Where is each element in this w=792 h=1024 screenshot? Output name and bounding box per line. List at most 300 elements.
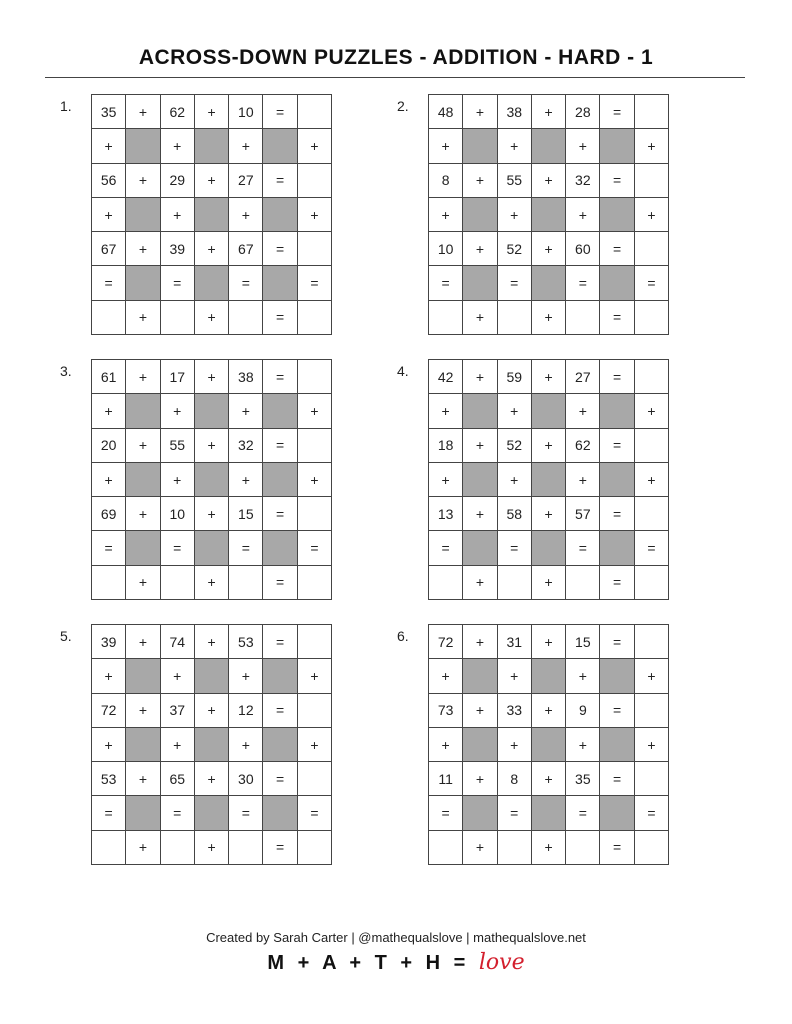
row-sum-answer-cell[interactable] <box>635 232 669 266</box>
shaded-cell <box>600 796 634 830</box>
plus-sign-cell: + <box>429 129 463 163</box>
column-sum-answer-cell[interactable] <box>229 831 263 865</box>
column-sum-answer-cell[interactable] <box>92 301 126 335</box>
given-number-cell: 58 <box>498 497 532 531</box>
shaded-cell <box>463 198 497 232</box>
plus-sign-cell: + <box>498 129 532 163</box>
plus-sign-cell: + <box>532 429 566 463</box>
equals-sign-cell: = <box>498 796 532 830</box>
row-sum-answer-cell[interactable] <box>635 694 669 728</box>
plus-sign-cell: + <box>92 394 126 428</box>
equals-sign-cell: = <box>635 796 669 830</box>
plus-sign-cell: + <box>195 301 229 335</box>
plus-sign-cell: + <box>498 198 532 232</box>
puzzle-grid <box>91 359 332 600</box>
plus-sign-cell: + <box>298 129 332 163</box>
plus-sign-cell: + <box>92 129 126 163</box>
column-sum-answer-cell[interactable] <box>161 566 195 600</box>
plus-sign-cell: + <box>635 728 669 762</box>
plus-sign-cell: + <box>463 360 497 394</box>
plus-sign-cell: + <box>161 659 195 693</box>
row-sum-answer-cell[interactable] <box>635 360 669 394</box>
shaded-cell <box>532 728 566 762</box>
logo-text: M + A + T + H = <box>267 952 470 974</box>
equals-sign-cell: = <box>92 531 126 565</box>
column-sum-answer-cell[interactable] <box>429 566 463 600</box>
plus-sign-cell: + <box>635 659 669 693</box>
equals-sign-cell: = <box>635 531 669 565</box>
given-number-cell: 8 <box>498 762 532 796</box>
shaded-cell <box>126 266 160 300</box>
puzzle-grid <box>91 94 332 335</box>
row-sum-answer-cell[interactable] <box>298 164 332 198</box>
puzzle-grid <box>428 624 669 865</box>
plus-sign-cell: + <box>229 463 263 497</box>
column-sum-answer-cell[interactable] <box>498 831 532 865</box>
equals-sign-cell: = <box>600 625 634 659</box>
given-number-cell: 27 <box>229 164 263 198</box>
shaded-cell <box>263 463 297 497</box>
plus-sign-cell: + <box>195 232 229 266</box>
shaded-cell <box>463 531 497 565</box>
page-title: ACROSS-DOWN PUZZLES - ADDITION - HARD - 1 <box>138 46 654 69</box>
shaded-cell <box>195 266 229 300</box>
given-number-cell: 60 <box>566 232 600 266</box>
shaded-cell <box>195 463 229 497</box>
row-sum-answer-cell[interactable] <box>635 164 669 198</box>
equals-sign-cell: = <box>263 497 297 531</box>
plus-sign-cell: + <box>463 95 497 129</box>
column-sum-answer-cell[interactable] <box>566 566 600 600</box>
equals-sign-cell: = <box>600 232 634 266</box>
equals-sign-cell: = <box>263 831 297 865</box>
given-number-cell: 65 <box>161 762 195 796</box>
given-number-cell: 8 <box>429 164 463 198</box>
shaded-cell <box>126 531 160 565</box>
plus-sign-cell: + <box>498 659 532 693</box>
row-sum-answer-cell[interactable] <box>298 360 332 394</box>
given-number-cell: 67 <box>92 232 126 266</box>
given-number-cell: 30 <box>229 762 263 796</box>
row-sum-answer-cell[interactable] <box>298 762 332 796</box>
given-number-cell: 35 <box>92 95 126 129</box>
shaded-cell <box>263 129 297 163</box>
column-sum-answer-cell[interactable] <box>498 301 532 335</box>
equals-sign-cell: = <box>566 531 600 565</box>
equals-sign-cell: = <box>229 266 263 300</box>
equals-sign-cell: = <box>263 301 297 335</box>
plus-sign-cell: + <box>635 129 669 163</box>
footer-credit: Created by Sarah Carter | @mathequalslove | mathequalslove.net <box>206 930 586 945</box>
plus-sign-cell: + <box>463 694 497 728</box>
plus-sign-cell: + <box>195 831 229 865</box>
plus-sign-cell: + <box>498 394 532 428</box>
shaded-cell <box>126 728 160 762</box>
equals-sign-cell: = <box>161 266 195 300</box>
plus-sign-cell: + <box>126 831 160 865</box>
equals-sign-cell: = <box>600 429 634 463</box>
plus-sign-cell: + <box>532 566 566 600</box>
puzzle-grid <box>91 624 332 865</box>
plus-sign-cell: + <box>566 463 600 497</box>
equals-sign-cell: = <box>263 232 297 266</box>
plus-sign-cell: + <box>532 95 566 129</box>
plus-sign-cell: + <box>126 301 160 335</box>
given-number-cell: 32 <box>566 164 600 198</box>
given-number-cell: 10 <box>229 95 263 129</box>
given-number-cell: 15 <box>229 497 263 531</box>
plus-sign-cell: + <box>635 198 669 232</box>
plus-sign-cell: + <box>126 625 160 659</box>
plus-sign-cell: + <box>566 394 600 428</box>
equals-sign-cell: = <box>263 360 297 394</box>
puzzle-number: 1. <box>60 98 72 114</box>
plus-sign-cell: + <box>161 394 195 428</box>
equals-sign-cell: = <box>298 531 332 565</box>
plus-sign-cell: + <box>195 360 229 394</box>
shaded-cell <box>263 659 297 693</box>
plus-sign-cell: + <box>126 497 160 531</box>
plus-sign-cell: + <box>126 429 160 463</box>
plus-sign-cell: + <box>126 694 160 728</box>
equals-sign-cell: = <box>229 531 263 565</box>
column-sum-answer-cell[interactable] <box>161 831 195 865</box>
row-sum-answer-cell[interactable] <box>298 694 332 728</box>
plus-sign-cell: + <box>635 394 669 428</box>
puzzle-grid <box>428 359 669 600</box>
grand-total-answer-cell[interactable] <box>635 566 669 600</box>
equals-sign-cell: = <box>263 694 297 728</box>
plus-sign-cell: + <box>195 429 229 463</box>
given-number-cell: 74 <box>161 625 195 659</box>
given-number-cell: 72 <box>429 625 463 659</box>
given-number-cell: 13 <box>429 497 463 531</box>
row-sum-answer-cell[interactable] <box>635 497 669 531</box>
plus-sign-cell: + <box>298 198 332 232</box>
column-sum-answer-cell[interactable] <box>429 831 463 865</box>
plus-sign-cell: + <box>532 625 566 659</box>
given-number-cell: 72 <box>92 694 126 728</box>
shaded-cell <box>195 796 229 830</box>
given-number-cell: 55 <box>498 164 532 198</box>
shaded-cell <box>463 463 497 497</box>
equals-sign-cell: = <box>600 360 634 394</box>
row-sum-answer-cell[interactable] <box>635 95 669 129</box>
given-number-cell: 42 <box>429 360 463 394</box>
puzzle-number: 4. <box>397 363 409 379</box>
equals-sign-cell: = <box>600 566 634 600</box>
plus-sign-cell: + <box>229 198 263 232</box>
column-sum-answer-cell[interactable] <box>92 831 126 865</box>
row-sum-answer-cell[interactable] <box>298 429 332 463</box>
plus-sign-cell: + <box>92 659 126 693</box>
equals-sign-cell: = <box>298 266 332 300</box>
plus-sign-cell: + <box>195 762 229 796</box>
equals-sign-cell: = <box>429 266 463 300</box>
plus-sign-cell: + <box>126 164 160 198</box>
shaded-cell <box>600 463 634 497</box>
shaded-cell <box>600 198 634 232</box>
plus-sign-cell: + <box>229 728 263 762</box>
given-number-cell: 17 <box>161 360 195 394</box>
plus-sign-cell: + <box>463 625 497 659</box>
shaded-cell <box>195 394 229 428</box>
plus-sign-cell: + <box>463 831 497 865</box>
shaded-cell <box>532 659 566 693</box>
shaded-cell <box>600 659 634 693</box>
grand-total-answer-cell[interactable] <box>298 566 332 600</box>
shaded-cell <box>195 531 229 565</box>
given-number-cell: 33 <box>498 694 532 728</box>
plus-sign-cell: + <box>195 497 229 531</box>
plus-sign-cell: + <box>429 728 463 762</box>
plus-sign-cell: + <box>532 232 566 266</box>
shaded-cell <box>126 129 160 163</box>
shaded-cell <box>463 728 497 762</box>
puzzle-grid <box>428 94 669 335</box>
plus-sign-cell: + <box>532 360 566 394</box>
column-sum-answer-cell[interactable] <box>566 831 600 865</box>
grand-total-answer-cell[interactable] <box>298 831 332 865</box>
puzzle-number: 3. <box>60 363 72 379</box>
plus-sign-cell: + <box>463 232 497 266</box>
given-number-cell: 61 <box>92 360 126 394</box>
column-sum-answer-cell[interactable] <box>498 566 532 600</box>
shaded-cell <box>126 659 160 693</box>
plus-sign-cell: + <box>635 463 669 497</box>
shaded-cell <box>532 531 566 565</box>
plus-sign-cell: + <box>126 360 160 394</box>
shaded-cell <box>126 394 160 428</box>
given-number-cell: 27 <box>566 360 600 394</box>
plus-sign-cell: + <box>463 429 497 463</box>
shaded-cell <box>532 129 566 163</box>
given-number-cell: 28 <box>566 95 600 129</box>
shaded-cell <box>263 728 297 762</box>
shaded-cell <box>195 129 229 163</box>
column-sum-answer-cell[interactable] <box>566 301 600 335</box>
row-sum-answer-cell[interactable] <box>298 232 332 266</box>
equals-sign-cell: = <box>498 531 532 565</box>
shaded-cell <box>532 198 566 232</box>
shaded-cell <box>532 394 566 428</box>
given-number-cell: 62 <box>566 429 600 463</box>
equals-sign-cell: = <box>263 625 297 659</box>
given-number-cell: 32 <box>229 429 263 463</box>
given-number-cell: 38 <box>498 95 532 129</box>
plus-sign-cell: + <box>498 728 532 762</box>
plus-sign-cell: + <box>92 198 126 232</box>
plus-sign-cell: + <box>195 95 229 129</box>
equals-sign-cell: = <box>566 266 600 300</box>
equals-sign-cell: = <box>429 796 463 830</box>
given-number-cell: 20 <box>92 429 126 463</box>
plus-sign-cell: + <box>298 463 332 497</box>
logo-love-script: love <box>478 950 525 975</box>
plus-sign-cell: + <box>161 129 195 163</box>
equals-sign-cell: = <box>263 95 297 129</box>
equals-sign-cell: = <box>600 497 634 531</box>
column-sum-answer-cell[interactable] <box>161 301 195 335</box>
plus-sign-cell: + <box>229 659 263 693</box>
plus-sign-cell: + <box>429 659 463 693</box>
plus-sign-cell: + <box>92 728 126 762</box>
equals-sign-cell: = <box>263 429 297 463</box>
equals-sign-cell: = <box>566 796 600 830</box>
column-sum-answer-cell[interactable] <box>229 301 263 335</box>
equals-sign-cell: = <box>161 531 195 565</box>
column-sum-answer-cell[interactable] <box>92 566 126 600</box>
shaded-cell <box>532 796 566 830</box>
shaded-cell <box>463 266 497 300</box>
shaded-cell <box>600 266 634 300</box>
given-number-cell: 31 <box>498 625 532 659</box>
equals-sign-cell: = <box>161 796 195 830</box>
given-number-cell: 52 <box>498 429 532 463</box>
given-number-cell: 39 <box>161 232 195 266</box>
equals-sign-cell: = <box>600 694 634 728</box>
plus-sign-cell: + <box>532 762 566 796</box>
given-number-cell: 55 <box>161 429 195 463</box>
plus-sign-cell: + <box>126 762 160 796</box>
given-number-cell: 11 <box>429 762 463 796</box>
plus-sign-cell: + <box>298 659 332 693</box>
plus-sign-cell: + <box>298 728 332 762</box>
shaded-cell <box>532 266 566 300</box>
plus-sign-cell: + <box>566 728 600 762</box>
equals-sign-cell: = <box>263 762 297 796</box>
shaded-cell <box>532 463 566 497</box>
grand-total-answer-cell[interactable] <box>635 301 669 335</box>
plus-sign-cell: + <box>195 625 229 659</box>
equals-sign-cell: = <box>263 164 297 198</box>
plus-sign-cell: + <box>161 198 195 232</box>
given-number-cell: 38 <box>229 360 263 394</box>
plus-sign-cell: + <box>463 164 497 198</box>
puzzle-number: 6. <box>397 628 409 644</box>
equals-sign-cell: = <box>498 266 532 300</box>
shaded-cell <box>263 198 297 232</box>
plus-sign-cell: + <box>161 463 195 497</box>
row-sum-answer-cell[interactable] <box>298 625 332 659</box>
plus-sign-cell: + <box>463 497 497 531</box>
plus-sign-cell: + <box>566 198 600 232</box>
given-number-cell: 62 <box>161 95 195 129</box>
shaded-cell <box>263 796 297 830</box>
row-sum-answer-cell[interactable] <box>298 497 332 531</box>
given-number-cell: 56 <box>92 164 126 198</box>
given-number-cell: 57 <box>566 497 600 531</box>
shaded-cell <box>195 198 229 232</box>
shaded-cell <box>463 394 497 428</box>
row-sum-answer-cell[interactable] <box>298 95 332 129</box>
plus-sign-cell: + <box>229 394 263 428</box>
plus-sign-cell: + <box>532 301 566 335</box>
plus-sign-cell: + <box>126 566 160 600</box>
grand-total-answer-cell[interactable] <box>298 301 332 335</box>
row-sum-answer-cell[interactable] <box>635 625 669 659</box>
equals-sign-cell: = <box>429 531 463 565</box>
plus-sign-cell: + <box>161 728 195 762</box>
equals-sign-cell: = <box>600 762 634 796</box>
equals-sign-cell: = <box>263 566 297 600</box>
plus-sign-cell: + <box>463 301 497 335</box>
shaded-cell <box>126 198 160 232</box>
plus-sign-cell: + <box>126 232 160 266</box>
shaded-cell <box>195 659 229 693</box>
row-sum-answer-cell[interactable] <box>635 762 669 796</box>
shaded-cell <box>463 796 497 830</box>
shaded-cell <box>263 394 297 428</box>
equals-sign-cell: = <box>298 796 332 830</box>
equals-sign-cell: = <box>635 266 669 300</box>
plus-sign-cell: + <box>429 198 463 232</box>
plus-sign-cell: + <box>566 129 600 163</box>
given-number-cell: 59 <box>498 360 532 394</box>
plus-sign-cell: + <box>195 164 229 198</box>
equals-sign-cell: = <box>92 796 126 830</box>
shaded-cell <box>195 728 229 762</box>
given-number-cell: 35 <box>566 762 600 796</box>
equals-sign-cell: = <box>600 95 634 129</box>
plus-sign-cell: + <box>463 566 497 600</box>
given-number-cell: 15 <box>566 625 600 659</box>
shaded-cell <box>600 531 634 565</box>
shaded-cell <box>126 463 160 497</box>
shaded-cell <box>463 129 497 163</box>
given-number-cell: 18 <box>429 429 463 463</box>
given-number-cell: 39 <box>92 625 126 659</box>
given-number-cell: 69 <box>92 497 126 531</box>
plus-sign-cell: + <box>229 129 263 163</box>
plus-sign-cell: + <box>532 831 566 865</box>
puzzle-number: 5. <box>60 628 72 644</box>
plus-sign-cell: + <box>195 566 229 600</box>
given-number-cell: 73 <box>429 694 463 728</box>
given-number-cell: 29 <box>161 164 195 198</box>
column-sum-answer-cell[interactable] <box>229 566 263 600</box>
plus-sign-cell: + <box>566 659 600 693</box>
given-number-cell: 48 <box>429 95 463 129</box>
equals-sign-cell: = <box>600 301 634 335</box>
plus-sign-cell: + <box>532 164 566 198</box>
given-number-cell: 10 <box>161 497 195 531</box>
plus-sign-cell: + <box>498 463 532 497</box>
plus-sign-cell: + <box>429 394 463 428</box>
plus-sign-cell: + <box>298 394 332 428</box>
plus-sign-cell: + <box>532 694 566 728</box>
plus-sign-cell: + <box>429 463 463 497</box>
plus-sign-cell: + <box>463 762 497 796</box>
given-number-cell: 12 <box>229 694 263 728</box>
equals-sign-cell: = <box>600 164 634 198</box>
title-divider <box>45 77 745 78</box>
shaded-cell <box>600 129 634 163</box>
equals-sign-cell: = <box>92 266 126 300</box>
given-number-cell: 53 <box>92 762 126 796</box>
equals-sign-cell: = <box>600 831 634 865</box>
given-number-cell: 37 <box>161 694 195 728</box>
plus-sign-cell: + <box>92 463 126 497</box>
row-sum-answer-cell[interactable] <box>635 429 669 463</box>
equals-sign-cell: = <box>229 796 263 830</box>
shaded-cell <box>600 394 634 428</box>
grand-total-answer-cell[interactable] <box>635 831 669 865</box>
plus-sign-cell: + <box>195 694 229 728</box>
column-sum-answer-cell[interactable] <box>429 301 463 335</box>
given-number-cell: 52 <box>498 232 532 266</box>
given-number-cell: 10 <box>429 232 463 266</box>
